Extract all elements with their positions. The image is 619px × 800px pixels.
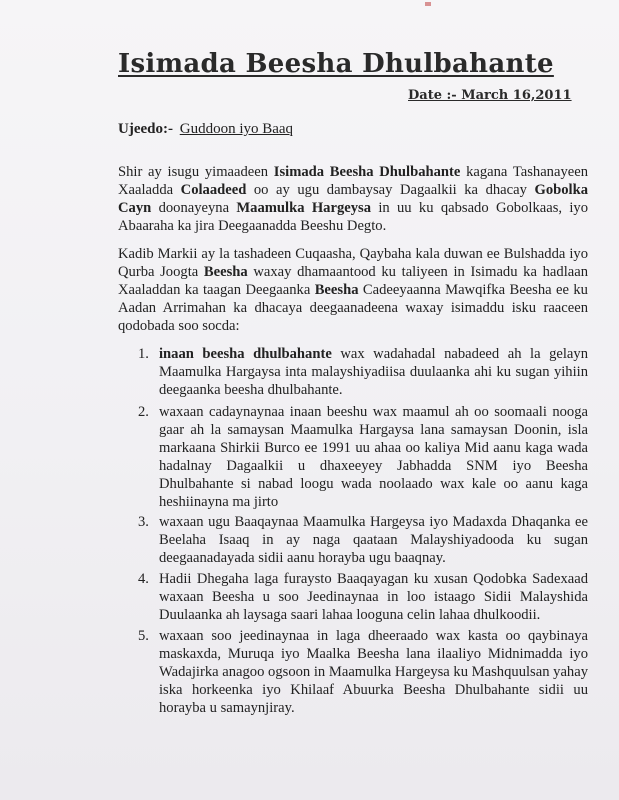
subject-line [118, 121, 293, 138]
paragraph-context [118, 245, 588, 335]
list-item [138, 345, 588, 399]
paragraph-text: Cadeeyaanna Mawqifka Beesha ee ku Aadan Arrimahan ka dhacaya deegaanadeena waxay isimaddu isku raaceen qodobada soo socda: [118, 282, 588, 334]
paragraph-text: oo ay ugu dambaysay Dagaalkii ka dhacay [246, 182, 535, 198]
ink-mark [425, 2, 431, 6]
paragraph-text: waxay dhamaantood ku taliyeen in Isimadu ka hadlaan Xaaladdan ka taagan Deegaanka [118, 264, 588, 298]
paragraph-bold-text: Colaadeed [180, 182, 247, 198]
paragraph-bold-text: Beesha [314, 282, 359, 298]
paragraph-bold-text: Isimada Beesha Dhulbahante [273, 164, 461, 180]
item-text: Hadii Dhegaha laga furaysto Baaqayagan ku xusan Qodobka Sadexaad waxaan Beesha u soo Jeedinaynaa in loo istaago Sidii Malayshida Duulaanka ah laysaga saari lahaa looguna celin lahaa dhulkoodii. [159, 571, 588, 623]
item-text: waxaan soo jeedinaynaa in laga dheeraado wax kasta oo qaybinaya maskaxda, Muruqa iyo Maalka Beesha lana ilaaliyo Midnimadda iyo Wadajirka anagoo ogsoon in Maamulka Hargeysa ku Mashquulsan yahay iska horkeenka iyo Khilaaf Abuurka Beesha Dhulbahante sidii uu horayba u samaynjiray. [159, 628, 588, 716]
paragraph-text: in uu ku qabsado Gobolkaas, iyo Abaaraha ka jira Deegaanadda Beeshu Degto. [118, 200, 588, 234]
paragraph-bold-text: Maamulka Hargeysa [236, 200, 372, 216]
paragraph-text: doonayeyna [151, 200, 237, 216]
item-number: 2. [138, 404, 149, 420]
item-number: 4. [138, 571, 149, 587]
item-number: 1. [138, 346, 149, 362]
item-text: wax wadahadal nabadeed ah la gelayn Maamulka Hargaysa inta malayshiyadiisa duulaanka ahi ku sugan yihiin deegaanka beesha dhulbahante. [159, 346, 588, 398]
subject-label: Ujeedo:- [118, 121, 173, 137]
document-title: Isimada Beesha Dhulbahante [118, 49, 554, 79]
paragraph-bold-text: Beesha [203, 264, 248, 280]
paragraph-bold-text: Gobolka Cayn [118, 182, 588, 216]
item-text: waxaan cadaynaynaa inaan beeshu wax maamul ah oo soomaali nooga gaar ah la samaysan Maamulka Hargaysa lana samaysan Doonin, isla markaana Shirkii Burco ee 1991 uu ahaa oo kaliya Mid aanu kaga wada hadalnay Dagaalkii u dhaxeeyey Jabhadda SNM iyo Beesha Dhulbahante si nabad loogu wada noolaado wax kale oo aanu kaga heshiinayna ma jirto [159, 404, 588, 510]
item-bold-text: inaan beesha dhulbahante [159, 346, 332, 362]
item-text: waxaan ugu Baaqaynaa Maamulka Hargeysa iyo Madaxda Dhaqanka ee Beelaha Isaaq in ay naga qaataan Malayshiyadooda ku sugan deegaanadayada sidii aanu horayba ugu baaqnay. [159, 514, 588, 566]
item-number: 5. [138, 628, 149, 644]
paragraph-intro [118, 163, 588, 235]
list-item [138, 570, 588, 624]
document-date: Date :- March 16,2011 [408, 88, 572, 103]
list-item [138, 403, 588, 511]
paragraph-text: Shir ay isugu yimaadeen [118, 164, 274, 180]
list-item [138, 627, 588, 717]
list-item [138, 513, 588, 567]
item-number: 3. [138, 514, 149, 530]
subject-value: Guddoon iyo Baaq [179, 121, 294, 137]
paragraph-text: kagana Tashanayeen Xaaladda [118, 164, 589, 198]
resolution-list [138, 345, 588, 717]
paragraph-text: Kadib Markii ay la tashadeen Cuqaasha, Qaybaha kala duwan ee Bulshadda iyo Qurba Joogta [118, 246, 588, 280]
